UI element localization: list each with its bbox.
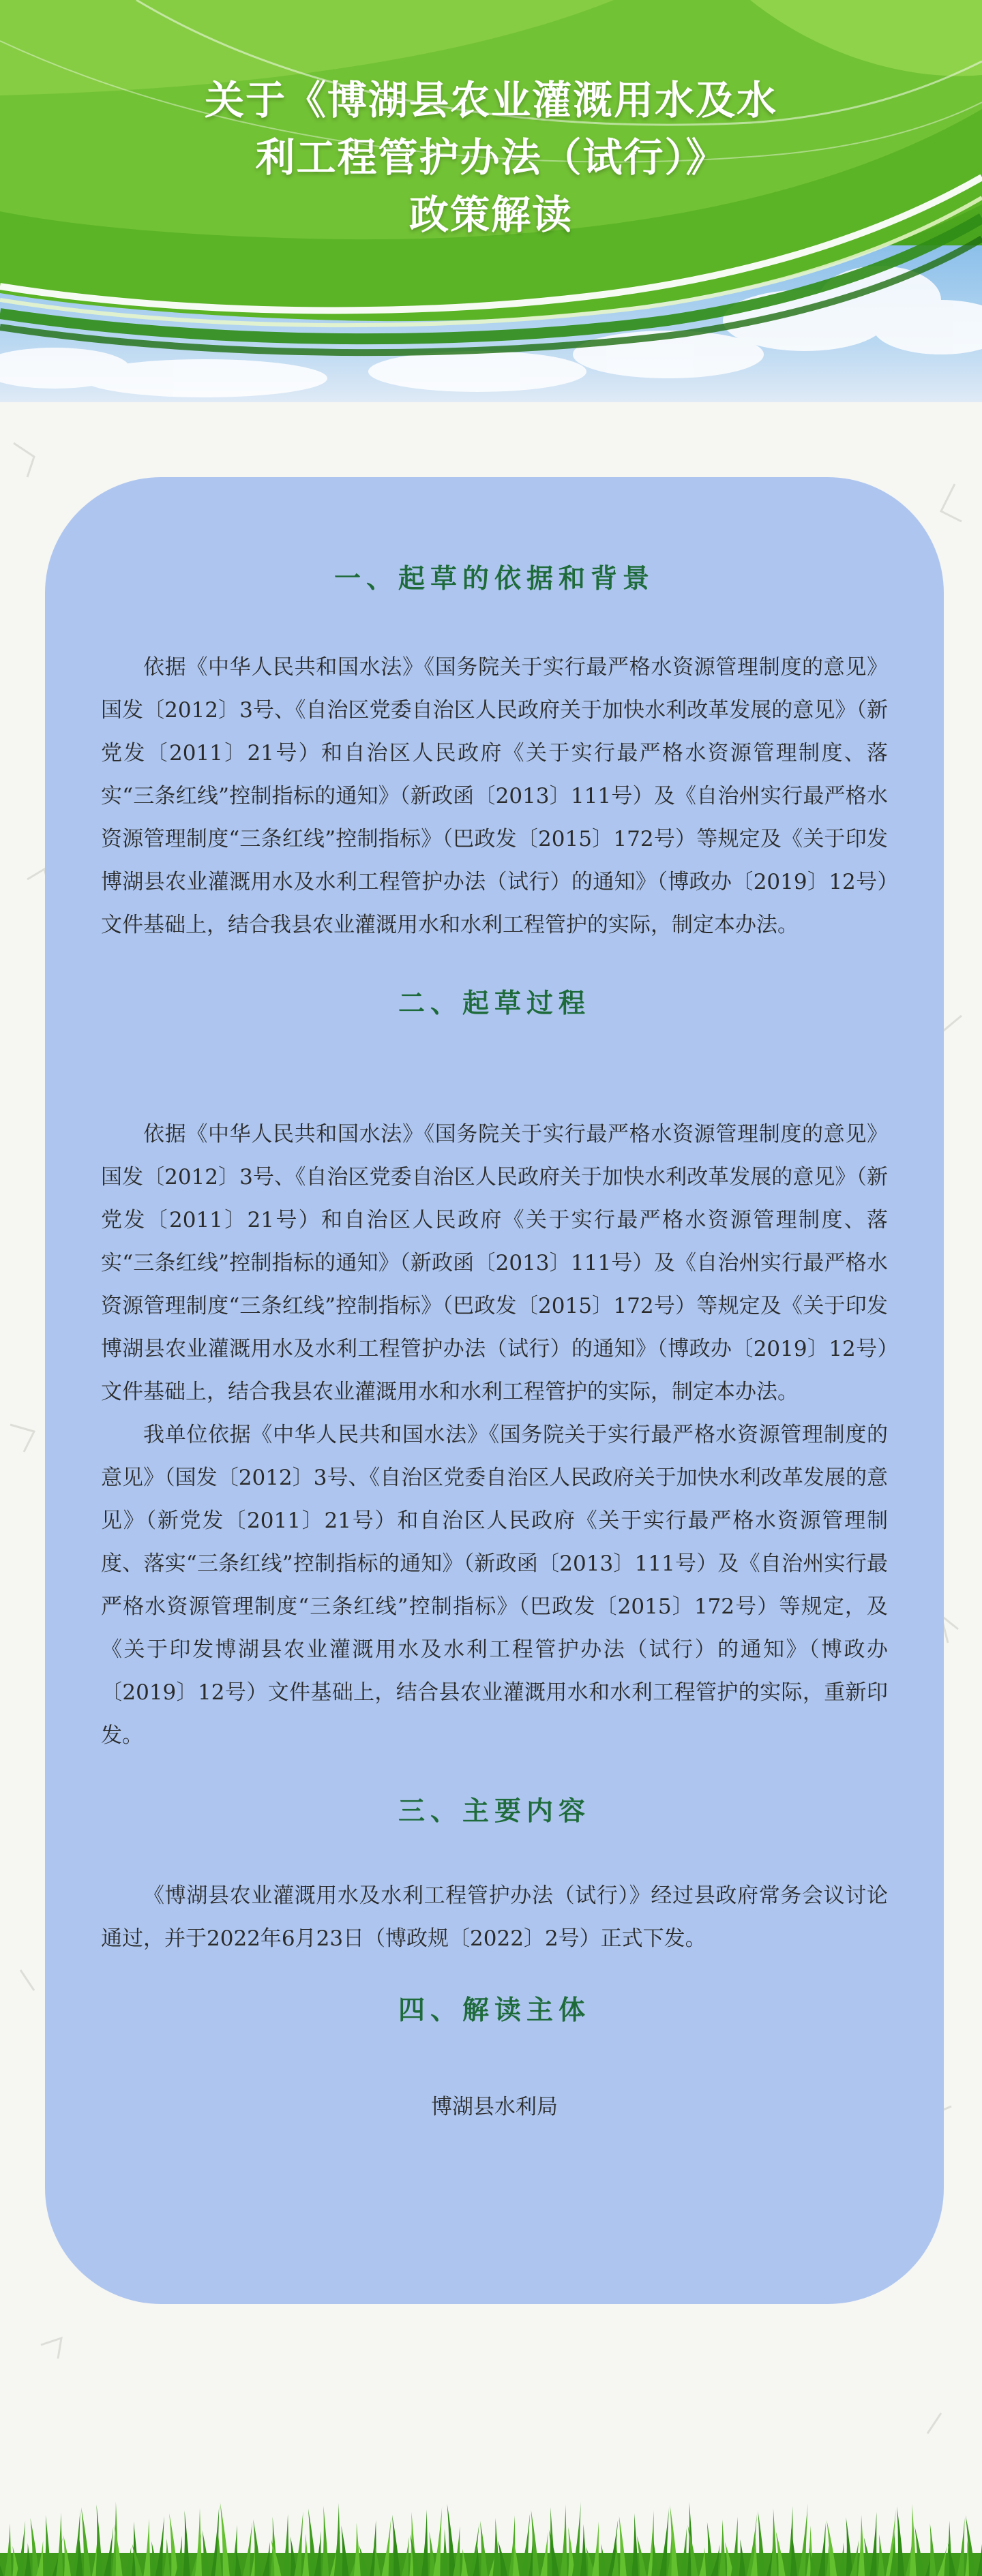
- grass-blade: [719, 2519, 726, 2576]
- grass-blade: [44, 2515, 51, 2576]
- grass-blade: [758, 2511, 766, 2576]
- grass-blade: [771, 2509, 777, 2576]
- grass-blade: [441, 2529, 448, 2576]
- grass-blade: [910, 2504, 917, 2576]
- page-title: [82, 72, 900, 243]
- grass-blade: [341, 2526, 348, 2576]
- title-line: 政策解读: [408, 192, 573, 238]
- grass-blade: [631, 2513, 638, 2576]
- grass-decoration: [0, 2481, 982, 2576]
- grass-blade: [580, 2524, 587, 2576]
- signature: 博湖县水利局: [431, 2095, 558, 2119]
- section-paragraph: 《博湖县农业灌溉用水及水利工程管护办法（试行）》经过县政府常务会议讨论通过，并于2022年6月23日（博政规〔2022〕2号）正式下发。: [101, 1883, 888, 1951]
- header-banner: [0, 0, 982, 402]
- grass-blade: [354, 2523, 361, 2576]
- grass-blade: [846, 2517, 853, 2576]
- grass-blade: [897, 2506, 904, 2576]
- grass-blade: [858, 2515, 865, 2576]
- section-title: 三、主要内容: [398, 1796, 591, 1827]
- section-title: 二、起草过程: [398, 988, 591, 1019]
- section-paragraph: 我单位依据《中华人民共和国水法》《国务院关于实行最严格水资源管理制度的意见》（国发〔2012〕3号、《自治区党委自治区人民政府关于加快水利改革发展的意见》（新党发〔2011〕21号）和自治区人民政府《关于实行最严格水资源管理制度、落实“三条红线”控制指标的通知》（新政函〔2013〕111号）及《自治州实行最严格水资源管理制度“三条红线”控制指标》（巴政发〔2015〕172号）等规定，及《关于印发博湖县农业灌溉用水及水利工程管护办法（试行）的通知》（博政办〔2019〕12号）文件基础上，结合县农业灌溉用水和水利工程管护的实际，重新印发。: [101, 1423, 888, 1748]
- grass-blade: [707, 2522, 714, 2576]
- section-paragraph: 依据《中华人民共和国水法》《国务院关于实行最严格水资源管理制度的意见》国发〔2012〕3号、《自治区党委自治区人民政府关于加快水利改革发展的意见》（新党发〔2011〕21号）和自治区人民政府《关于实行最严格水资源管理制度、落实“三条红线”控制指标的通知》（新政函〔2013〕111号）及《自治州实行最严格水资源管理制度“三条红线”控制指标》（巴政发〔2015〕172号）等规定及《关于印发博湖县农业灌溉用水及水利工程管护办法（试行）的通知》（博政办〔2019〕12号）文件基础上，结合我县农业灌溉用水和水利工程管护的实际，制定本办法。: [101, 1122, 888, 1404]
- grass-blade: [96, 2504, 103, 2576]
- section-title: 四、解读主体: [398, 1995, 591, 2026]
- title-line: 利工程管护办法（试行）》: [255, 134, 727, 181]
- grass-blade: [322, 2506, 329, 2576]
- grass-blade: [619, 2516, 627, 2576]
- content-card: [45, 477, 944, 2304]
- section-paragraph: 依据《中华人民共和国水法》《国务院关于实行最严格水资源管理制度的意见》国发〔2012〕3号、《自治区党委自治区人民政府关于加快水利改革发展的意见》（新党发〔2011〕21号）和自治区人民政府《关于实行最严格水资源管理制度、落实“三条红线”控制指标的通知》（新政函〔2013〕111号）及《自治州实行最严格水资源管理制度“三条红线”控制指标》（巴政发〔2015〕172号）等规定及《关于印发博湖县农业灌溉用水及水利工程管护办法（试行）的通知》（博政办〔2019〕12号）文件基础上，结合我县农业灌溉用水和水利工程管护的实际，制定本办法。: [101, 655, 888, 937]
- title-line: 关于《博湖县农业灌溉用水及水: [204, 77, 777, 123]
- grass-blade: [183, 2511, 190, 2576]
- grass-blade: [929, 2524, 936, 2576]
- section-title: 一、起草的依据和背景: [333, 564, 655, 594]
- grass-blade: [480, 2521, 488, 2576]
- grass-blade: [493, 2518, 500, 2576]
